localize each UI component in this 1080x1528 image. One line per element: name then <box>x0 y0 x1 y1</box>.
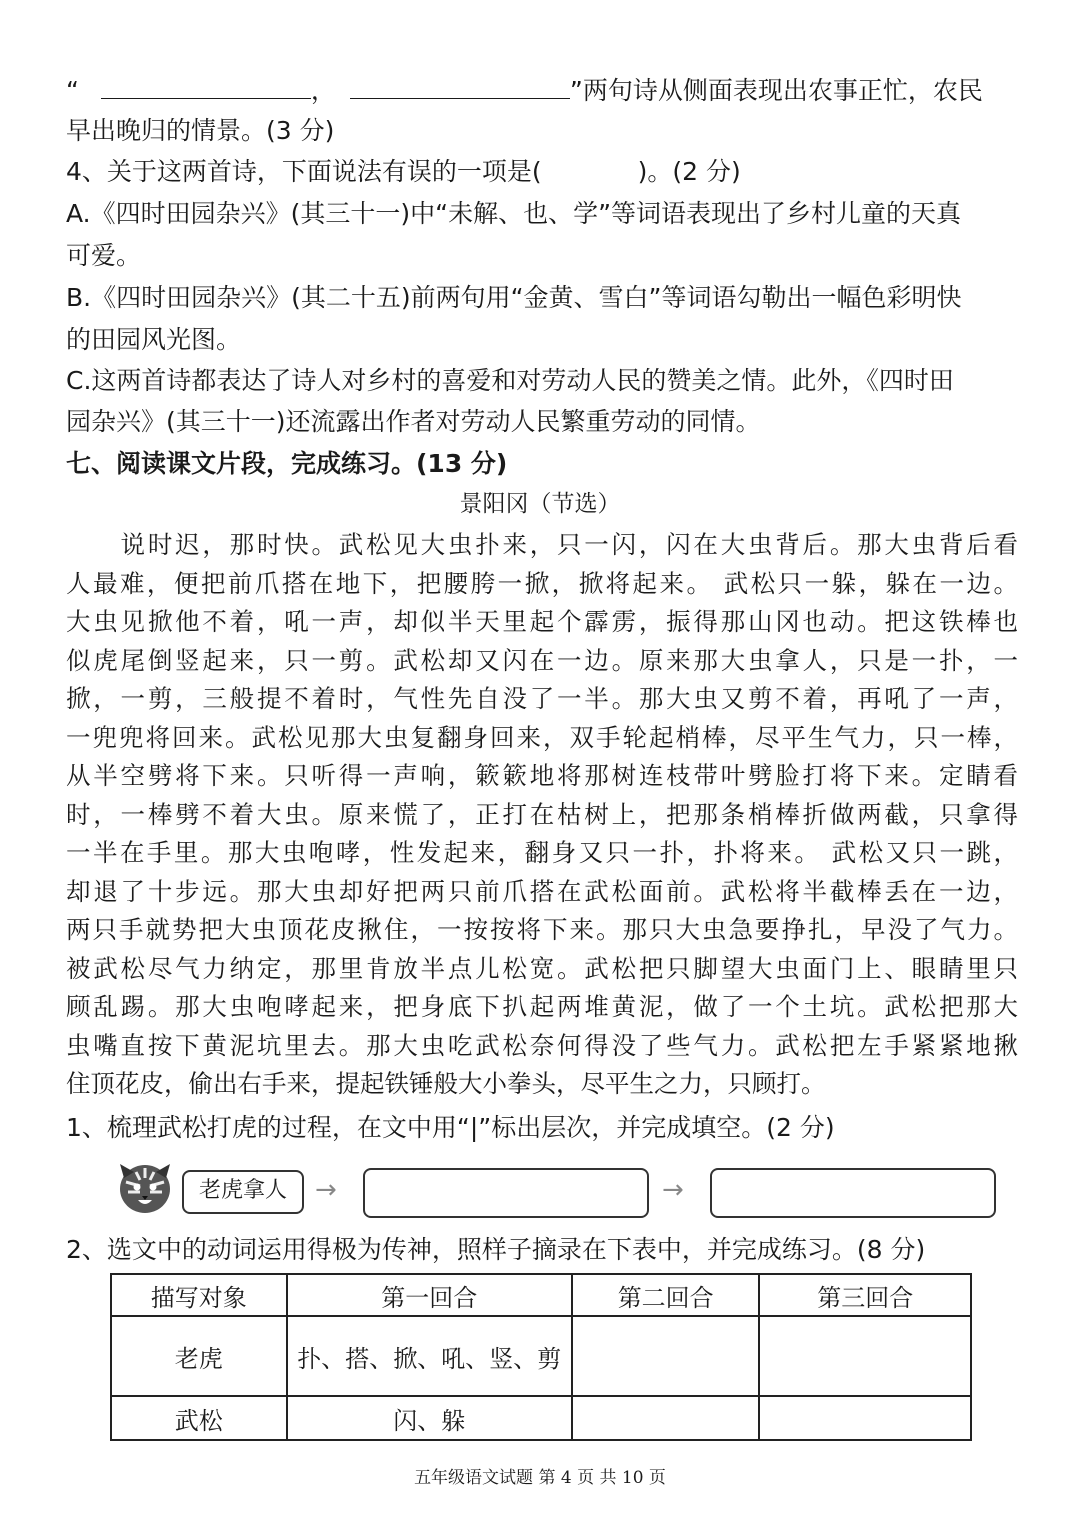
q3-text: ”两句诗从侧面表现出农事正忙，农民 <box>569 76 983 105</box>
passage-line: 人最难，便把前爪搭在地下，把腰胯一掀，掀将起来。 武松只一躲，躲在一边。 <box>66 568 1018 598</box>
row-tiger-round-1: 扑、搭、掀、吼、竖、剪 <box>287 1316 572 1396</box>
q4-stem <box>66 152 1016 192</box>
option-a-line2: 可爱。 <box>66 241 142 270</box>
step-box-2[interactable] <box>363 1168 649 1218</box>
q2-stem: 2、选文中的动词运用得极为传神，照样子摘录在下表中，并完成练习。(8 分) <box>66 1235 926 1264</box>
passage-line: 时，一棒劈不着大虫。原来慌了，正打在枯树上，把那条梢棒折做两截，只拿得 <box>66 799 1018 829</box>
q1-stem: 1、梳理武松打虎的过程，在文中用“|”标出层次，并完成填空。(2 分) <box>66 1113 835 1142</box>
passage-line: 两只手就势把大虫顶花皮揪住，一按按将下来。那只大虫急要挣扎，早没了气力。 <box>66 915 1018 944</box>
arrow-2-icon: → <box>662 1175 684 1205</box>
row-wusong-round-3[interactable] <box>759 1396 971 1440</box>
passage-line: 掀，一剪，三般提不着时，气性先自没了一半。那大虫又剪不着，再吼了一声， <box>66 684 1018 713</box>
header-round-2: 第二回合 <box>572 1274 760 1316</box>
option-b-line2: 的田园风光图。 <box>66 325 242 354</box>
header-subject: 描写对象 <box>111 1274 287 1316</box>
q4-score: )。(2 分) <box>637 157 741 186</box>
header-round-1: 第一回合 <box>287 1274 572 1316</box>
verb-table <box>110 1273 972 1441</box>
passage-line: 顾乱踢。那大虫咆哮起来，把身底下扒起两堆黄泥，做了一个土坑。武松把那大 <box>66 992 1018 1021</box>
header-round-3: 第三回合 <box>759 1274 971 1316</box>
row-tiger-round-2[interactable] <box>572 1316 760 1396</box>
q3-tail-line2: 早出晚归的情景。(3 分) <box>66 116 335 145</box>
option-c-line2: 园杂兴》(其三十一)还流露出作者对劳动人民繁重劳动的同情。 <box>66 407 761 436</box>
section-heading: 七、阅读课文片段，完成练习。(13 分) <box>66 449 508 478</box>
tiger-head-icon <box>116 1158 174 1216</box>
option-b-line1: B.《四时田园杂兴》(其二十五)前两句用“金黄、雪白”等词语勾勒出一幅色彩明快 <box>66 283 962 312</box>
row-tiger-round-3[interactable] <box>759 1316 971 1396</box>
passage-line: 似虎尾倒竖起来，只一剪。武松却又闪在一边。原来那大虫拿人，只是一扑，一 <box>66 645 1018 675</box>
passage-line: 却退了十步远。那大虫却好把两只前爪搭在武松面前。武松将半截棒丢在一边， <box>66 876 1018 906</box>
page-footer: 五年级语文试题 第 4 页 共 10 页 <box>414 1468 666 1488</box>
open-quote: “ <box>66 76 79 105</box>
passage-line: 虫嘴直按下黄泥坑里去。那大虫吃武松奈何得没了些气力。武松把左手紧紧地揪 <box>66 1030 1018 1060</box>
passage-line: 从半空劈将下来。只听得一声响，簌簌地将那树连枝带叶劈脸打将下来。定睛看 <box>66 761 1018 790</box>
passage-line: 一半在手里。那大虫咆哮，性发起来，翻身又只一扑，扑将来。 武松又只一跳， <box>66 838 1018 867</box>
row-wusong-round-2[interactable] <box>572 1396 760 1440</box>
process-flow <box>110 1154 1010 1226</box>
passage-line: 大虫见掀他不着，吼一声，却似半天里起个霹雳，振得那山冈也动。把这铁棒也 <box>66 607 1018 636</box>
option-c-line1: C.这两首诗都表达了诗人对乡村的喜爱和对劳动人民的赞美之情。此外，《四时田 <box>66 366 954 395</box>
q3-tail-line1 <box>66 70 1016 111</box>
answer-blank-2[interactable] <box>350 70 570 99</box>
step-box-3[interactable] <box>710 1168 996 1218</box>
passage-title: 景阳冈（节选） <box>459 491 621 517</box>
q4-stem-text: 4、关于这两首诗，下面说法有误的一项是( <box>66 157 542 186</box>
passage-line: 住顶花皮，偷出右手来，提起铁锤般大小拳头，尽平生之力，只顾打。 <box>66 1069 826 1098</box>
passage-line: 被武松尽气力纳定，那里肯放半点儿松宽。武松把只脚望大虫面门上、眼睛里只 <box>66 953 1018 983</box>
comma: ， <box>310 76 336 105</box>
answer-blank-1[interactable] <box>101 70 311 99</box>
row-wusong-round-1: 闪、躲 <box>287 1396 572 1440</box>
passage-line: 一兜兜将回来。武松见那大虫复翻身回来，双手轮起梢棒，尽平生气力，只一棒， <box>66 722 1018 752</box>
row-wusong-subject: 武松 <box>111 1396 287 1440</box>
step-box-1 <box>182 1170 304 1214</box>
passage <box>66 526 1018 1104</box>
step-1-label: 老虎拿人 <box>198 1178 287 1203</box>
row-tiger-subject: 老虎 <box>111 1316 287 1396</box>
option-a-line1: A.《四时田园杂兴》(其三十一)中“未解、也、学”等词语表现出了乡村儿童的天真 <box>66 199 962 228</box>
arrow-1-icon: → <box>315 1175 337 1205</box>
passage-line: 说时迟，那时快。武松见大虫扑来，只一闪，闪在大虫背后。那大虫背后看 <box>66 530 1018 559</box>
